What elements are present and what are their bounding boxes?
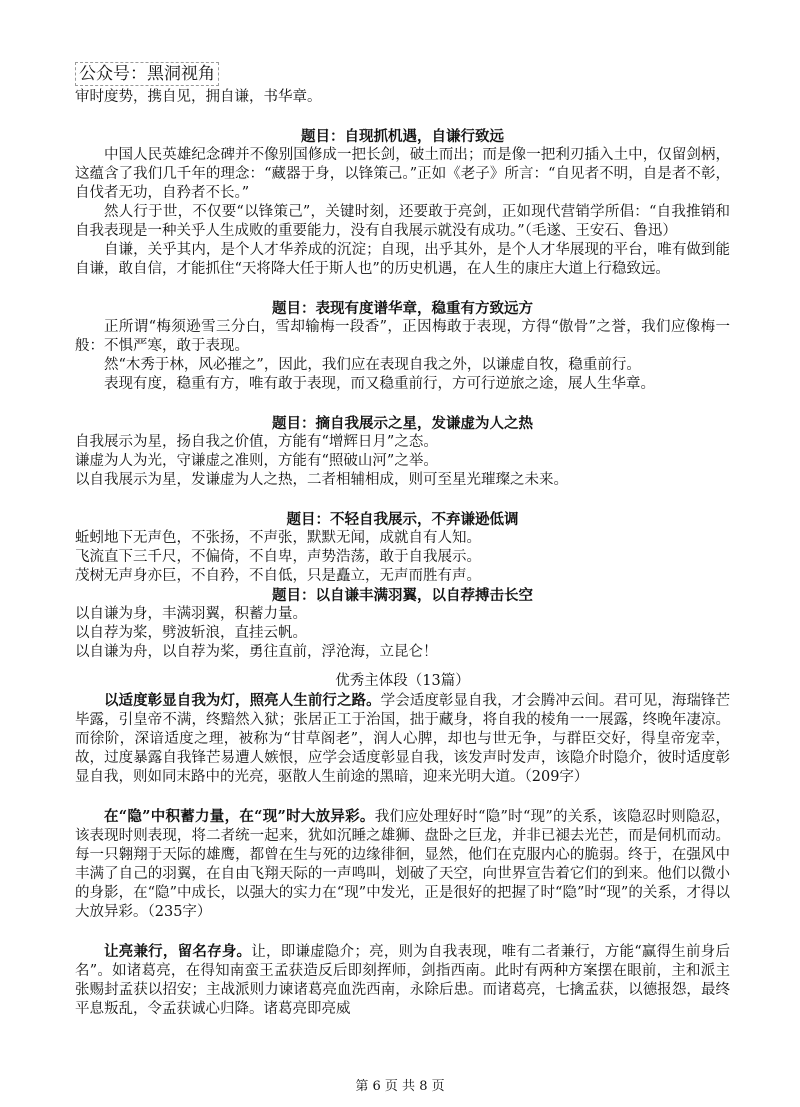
section-4-line-2: 飞流直下三千尺，不偏倚，不自卑，声势浩荡，敢于自我展示。 [75,549,481,565]
body-para-3-text: 让，即谦虚隐介；亮，则为自我表现，唯有二者兼行，方能“赢得生前身后名”。如诸葛亮，在得知南蛮王孟获造反后即刻挥师，剑指西南。此时有两种方案摆在眼前，主和派主张赐封孟获以招安；主战派则力谏诸葛亮血洗西南，永除后患。而诸葛亮，七擒孟获，以德报怨，最终平息叛乱，令孟获诚心归降。诸葛亮即亮威 [75,944,730,1017]
section-1-para-3: 自谦，关乎其内，是个人才华养成的沉淀；自现，出乎其外，是个人才华展现的平台，唯有做到能自谦，敢自信，才能抓住“天将降大任于斯人也”的历史机遇，在人生的康庄大道上行稳致远。 [75,242,730,277]
body-para-2-text: 我们应处理好时“隐”时“现”的关系，该隐忍时则隐忍，该表现时则表现，将二者统一起来，犹如沉睡之雄狮、盘卧之巨龙，并非已褪去光芒，而是伺机而动。每一只翱翔于天际的雄鹰，都曾在生与死的边缘徘徊，显然，他们在克服内心的脆弱。终于，在强风中丰满了自己的羽翼，在自由飞翔天际的一声鸣叫，划破了天空，向世界宣告着它们的到来。他们以微小的身影，在“隐”中成长，以强大的实力在“现”中发光，正是很好的把握了时“隐”时“现”的关系，才得以大放异彩。（235字） [75,809,730,920]
watermark-label: 公众号：黑洞视角 [75,62,219,86]
body-para-2-lead: 在“隐”中积蓄力量，在“现”时大放异彩。 [104,808,375,825]
body-para-3 [75,942,730,1019]
section-2-para-1: 正所谓“梅须逊雪三分白，雪却输梅一段香”，正因梅敢于表现，方得“傲骨”之誉，我们应像梅一般：不惧严寒，敢于表现。 [75,319,730,354]
section-4-line-3: 茂树无声身亦巨，不自矜，不自低，只是矗立，无声而胜有声。 [75,568,481,584]
section-5-line-2: 以自荐为桨，劈波斩浪，直挂云帆。 [75,625,307,641]
section-2-para-2: 然“木秀于林，风必摧之”，因此，我们应在表现自我之外，以谦虚自牧，稳重前行。 [104,357,641,373]
body-para-3-lead: 让亮兼行，留名存身。 [104,943,252,960]
section-3-line-3: 以自我展示为星，发谦虚为人之热，二者相辅相成，则可至星光璀璨之未来。 [75,472,568,488]
section-2-title: 题目：表现有度谱华章，稳重有方致远方 [272,300,533,317]
section-5-line-1: 以自谦为身，丰满羽翼，积蓄力量。 [75,606,307,622]
section-1-para-2: 然人行于世，不仅要“以锋策己”，关键时刻，还要敢于亮剑，正如现代营销学所倡：“自我推销和自我表现是一种关乎人生成败的重要能力，没有自我展示就没有成功。”（毛遂、王安石、鲁迅） [75,204,730,239]
body-para-1-lead: 以适度彰显自我为灯，照亮人生前行之路。 [104,692,381,709]
section-4-line-1: 蚯蚓地下无声色，不张扬，不声张，默默无闻，成就自有人知。 [75,530,481,546]
body-para-1-text: 学会适度彰显自我，才会腾冲云间。君可见，海瑞锋芒毕露，引皇帝不满，终黯然入狱；张居正工于治国，拙于藏身，将自我的棱角一一展露，终晚年凄凉。而徐阶，深谙适度之理，被称为“甘草阁老”，润人心脾，却也与世无争，与群臣交好，得皇帝宠幸，故，过度暴露自我锋芒易遭人嫉恨，应学会适度彰显自我，该发声时发声，该隐介时隐介，彼时适度彰显自我，则如同末路中的光亮，驱散人生前途的黑暗，迎来光明大道。（209字） [75,693,731,785]
section-1-title: 题目：自现抓机遇，自谦行致远 [301,128,504,145]
section-3-line-1: 自我展示为星，扬自我之价值，方能有“增辉日月”之态。 [75,434,438,450]
section-4-title: 题目：不轻自我展示，不弃谦逊低调 [286,511,519,528]
section-1-para-1: 中国人民英雄纪念碑并不像别国修成一把长剑，破土而出；而是像一把利刃插入土中，仅留剑柄，这蕴含了我们几千年的理念：“藏器于身，以锋策己。”正如《老子》所言：“自见者不明，自是者不彰，自伐者无功，自矜者不长。” [75,147,730,201]
top-line: 审时度势，携自见，拥自谦，书华章。 [75,89,322,105]
document-page [75,62,730,1019]
section-2-para-3: 表现有度，稳重有方，唯有敢于表现，而又稳重前行，方可行逆旅之途，展人生华章。 [104,376,655,392]
section-3-line-2: 谦虚为人为光，守谦虚之准则，方能有“照破山河”之举。 [75,453,438,469]
section-6-title: 优秀主体段（13篇） [335,673,470,689]
section-5-line-3: 以自谦为舟，以自荐为桨，勇往直前，浮沧海，立昆仑！ [75,644,438,660]
page-footer: 第 6 页 共 8 页 [355,1079,445,1094]
section-5-title: 题目：以自谦丰满羽翼，以自荐搏击长空 [272,587,533,604]
body-para-1 [75,691,730,787]
section-3-title: 题目：摘自我展示之星，发谦虚为人之热 [272,415,533,432]
body-para-2 [75,807,730,922]
